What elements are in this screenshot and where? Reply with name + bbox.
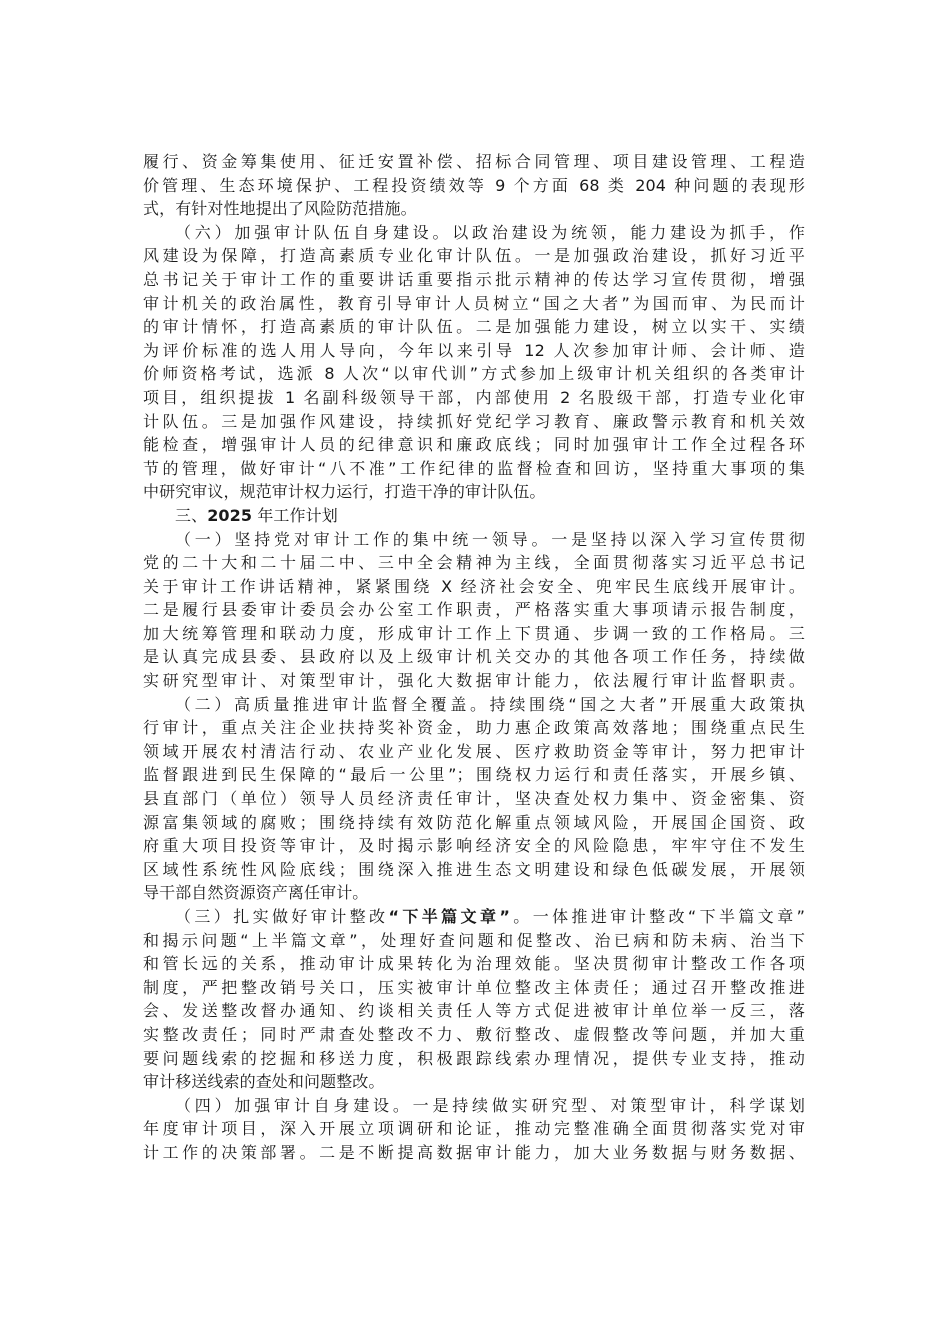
text-line: 风建设为保障，打造高素质专业化审计队伍。一是加强政治建设，抓好习近平 — [143, 246, 805, 266]
text-line: 审计移送线索的查处和问题整改。 — [143, 1072, 385, 1092]
heading-prefix: 三、 — [175, 505, 208, 525]
text-line: 年度审计项目，深入开展立项调研和论证，推动完整准确全面贯彻落实党对审 — [143, 1119, 805, 1139]
paragraph — [143, 1094, 805, 1165]
text-line: （一）坚持党对审计工作的集中统一领导。一是坚持以深入学习宣传贯彻 — [175, 529, 805, 549]
paragraph — [143, 150, 805, 221]
text-line: 节的管理，做好审计“八不准”工作纪律的监督检查和回访，坚持重大事项的集 — [143, 458, 805, 478]
text-line: 中研究审议，规范审计权力运行，打造干净的审计队伍。 — [143, 482, 546, 502]
text-line: 制度，严把整改销号关口，压实被审计单位整改主体责任；通过召开整改推进 — [143, 977, 805, 997]
text-line: 行审计，重点关注企业扶持奖补资金，助力惠企政策高效落地；围绕重点民生 — [143, 718, 805, 738]
text-line: 能检查，增强审计人员的纪律意识和廉政底线；同时加强审计工作全过程各环 — [143, 435, 805, 455]
text-line: 二是履行县委审计委员会办公室工作职责，严格落实重大事项请示报告制度， — [143, 600, 805, 620]
text-line: 县直部门（单位）领导人员经济责任审计，坚决查处权力集中、资金密集、资 — [143, 789, 805, 809]
text-line: 要问题线索的挖掘和移送力度，积极跟踪线索办理情况，提供专业支持，推动 — [143, 1048, 805, 1068]
text-line: 和揭示问题“上半篇文章”，处理好查问题和促整改、治已病和防未病、治当下 — [143, 930, 805, 950]
text-line: （二）高质量推进审计监督全覆盖。持续围绕“国之大者”开展重大政策执 — [175, 694, 805, 714]
text-line: 审计机关的政治属性，教育引导审计人员树立“国之大者”为国而审、为民而计 — [143, 293, 805, 313]
text-line: 党的二十大和二十届二中、三中全会精神为主线，全面贯彻落实习近平总书记 — [143, 553, 805, 573]
text-line: （六）加强审计队伍自身建设。以政治建设为统领，能力建设为抓手，作 — [175, 222, 805, 242]
text-line: 府重大项目投资等审计，及时揭示影响经济安全的风险隐患，牢牢守住不发生 — [143, 836, 805, 856]
text-line: 履行、资金筹集使用、征迁安置补偿、招标合同管理、项目建设管理、工程造 — [143, 152, 805, 171]
text-line: 区域性系统性风险底线；围绕深入推进生态文明建设和绿色低碳发展，开展领 — [143, 859, 805, 879]
text-line — [143, 905, 805, 929]
text-line: 价管理、生态环境保护、工程投资绩效等 9 个方面 68 类 204 种问题的表现形 — [143, 175, 805, 195]
text-run: （三）扎实做好审计整改 — [175, 907, 389, 926]
text-line: 总书记关于审计工作的重要讲话重要指示批示精神的传达学习宣传贯彻，增强 — [143, 269, 805, 289]
text-line: 实研究型审计、对策型审计，强化大数据审计能力，依法履行审计监督职责。 — [143, 671, 805, 691]
paragraph — [143, 221, 805, 504]
text-line: 加大统筹管理和联动力度，形成审计工作上下贯通、步调一致的工作格局。三 — [143, 623, 805, 643]
text-run-bold: “下半篇文章” — [388, 907, 510, 926]
document-body — [143, 150, 805, 1165]
section-heading — [143, 504, 805, 528]
text-line: 式，有针对性地提出了风险防范措施。 — [143, 199, 417, 219]
text-line: 关于审计工作讲话精神，紧紧围绕 X 经济社会安全、兜牢民生底线开展审计。 — [143, 576, 805, 596]
text-line: 导干部自然资源资产离任审计。 — [143, 883, 369, 903]
text-line: 是认真完成县委、县政府以及上级审计机关交办的其他各项工作任务，持续做 — [143, 647, 805, 667]
text-line: 项目，组织提拔 1 名副科级领导干部，内部使用 2 名股级干部，打造专业化审 — [143, 387, 805, 407]
text-line: 源富集领域的腐败；围绕持续有效防范化解重点领域风险，开展国企国资、政 — [143, 812, 805, 832]
heading-year: 2025 — [207, 505, 253, 525]
text-line: 领域开展农村清洁行动、农业产业化发展、医疗救助资金等审计，努力把审计 — [143, 741, 805, 761]
text-line: 和管长远的关系，推动审计成果转化为治理效能。坚决贯彻审计整改工作各项 — [143, 954, 805, 974]
text-line: （四）加强审计自身建设。一是持续做实研究型、对策型审计，科学谋划 — [175, 1095, 805, 1115]
text-line: 价师资格考试，选派 8 人次“以审代训”方式参加上级审计机关组织的各类审计 — [143, 364, 805, 384]
paragraph — [143, 528, 805, 693]
text-line: 计队伍。三是加强作风建设，持续抓好党纪学习教育、廉政警示教育和机关效 — [143, 411, 805, 431]
text-line: 计工作的决策部署。二是不断提高数据审计能力，加大业务数据与财务数据、 — [143, 1142, 805, 1162]
text-run: 。一体推进审计整改“下半篇文章” — [509, 907, 805, 926]
paragraph — [143, 693, 805, 905]
paragraph — [143, 905, 805, 1094]
text-line: 会、发送整改督办通知、约谈相关责任人等方式促进被审计单位举一反三，落 — [143, 1001, 805, 1021]
heading-suffix: 年工作计划 — [252, 505, 338, 525]
text-line: 监督跟进到民生保障的“最后一公里”；围绕权力运行和责任落实，开展乡镇、 — [143, 765, 805, 785]
text-line: 实整改责任；同时严肃查处整改不力、敷衍整改、虚假整改等问题，并加大重 — [143, 1024, 805, 1044]
text-line: 的审计情怀，打造高素质的审计队伍。二是加强能力建设，树立以实干、实绩 — [143, 317, 805, 337]
text-line: 为评价标准的选人用人导向，今年以来引导 12 人次参加审计师、会计师、造 — [143, 340, 805, 360]
